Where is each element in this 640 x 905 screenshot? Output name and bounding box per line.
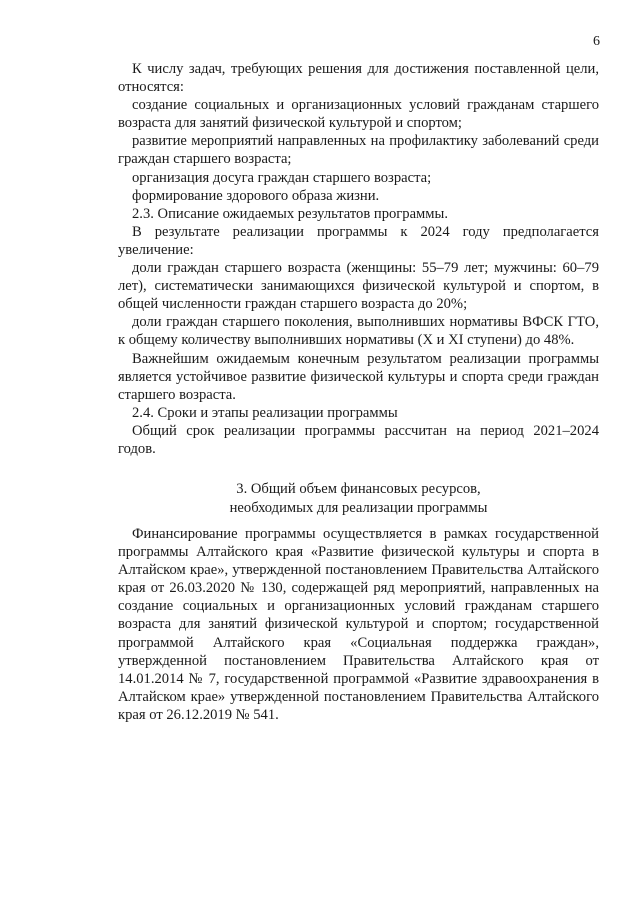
subsection-title: 2.4. Сроки и этапы реализации программы bbox=[132, 404, 398, 421]
result-item: доли граждан старшего возраста (женщины: 55–79 лет; мужчины: 60–79 лет), систематически занимающихся физической культурой и спортом, в общей численности граждан старшего возраста до 20%; bbox=[118, 260, 599, 313]
task-item: организация досуга граждан старшего возраста; bbox=[132, 169, 432, 186]
section-heading-line: необходимых для реализации программы bbox=[229, 499, 488, 516]
result-item: доли граждан старшего поколения, выполнивших нормативы ВФСК ГТО, к общему количеству выполнивших нормативы (X и XI ступени) до 48%. bbox=[118, 314, 599, 349]
term-paragraph: Общий срок реализации программы рассчитан на период 2021–2024 годов. bbox=[118, 422, 599, 457]
page-number: 6 bbox=[593, 34, 600, 49]
body-text-section-2 bbox=[118, 60, 599, 458]
section-heading-line: 3. Общий объем финансовых ресурсов, bbox=[236, 481, 481, 497]
task-item: развитие мероприятий направленных на профилактику заболеваний среди граждан старшего возраста; bbox=[118, 133, 599, 168]
subsection-title: 2.3. Описание ожидаемых результатов программы. bbox=[132, 205, 448, 222]
section-heading bbox=[118, 480, 599, 517]
results-intro: В результате реализации программы к 2024 году предполагается увеличение: bbox=[118, 223, 599, 258]
final-result-paragraph: Важнейшим ожидаемым конечным результатом реализации программы является устойчивое развитие физической культуры и спорта среди граждан старшего возраста. bbox=[118, 350, 599, 403]
task-item: формирование здорового образа жизни. bbox=[132, 187, 380, 204]
task-item: создание социальных и организационных условий гражданам старшего возраста для занятий физической культурой и спортом; bbox=[118, 97, 599, 132]
financing-paragraph: Финансирование программы осуществляется в рамках государственной программы Алтайского края «Развитие физической культуры и спорта в Алтайском крае», утвержденной постановлением Правительства Алтайского края от 26.03.2020 № 130, содержащей ряд мероприятий, направленных на создание социальных и организационных условий гражданам старшего возраста для занятий физической культурой и спортом; государственной программой Алтайского края «Социальная поддержка граждан», утвержденной постановлением Правительства Алтайского края от 14.01.2014 № 7, государственной программой «Развитие здравоохранения в Алтайском крае» утвержденной постановлением Правительства Алтайского края от 26.12.2019 № 541. bbox=[118, 526, 599, 723]
body-text-section-3 bbox=[118, 525, 599, 724]
tasks-intro: К числу задач, требующих решения для достижения поставленной цели, относятся: bbox=[118, 61, 599, 96]
